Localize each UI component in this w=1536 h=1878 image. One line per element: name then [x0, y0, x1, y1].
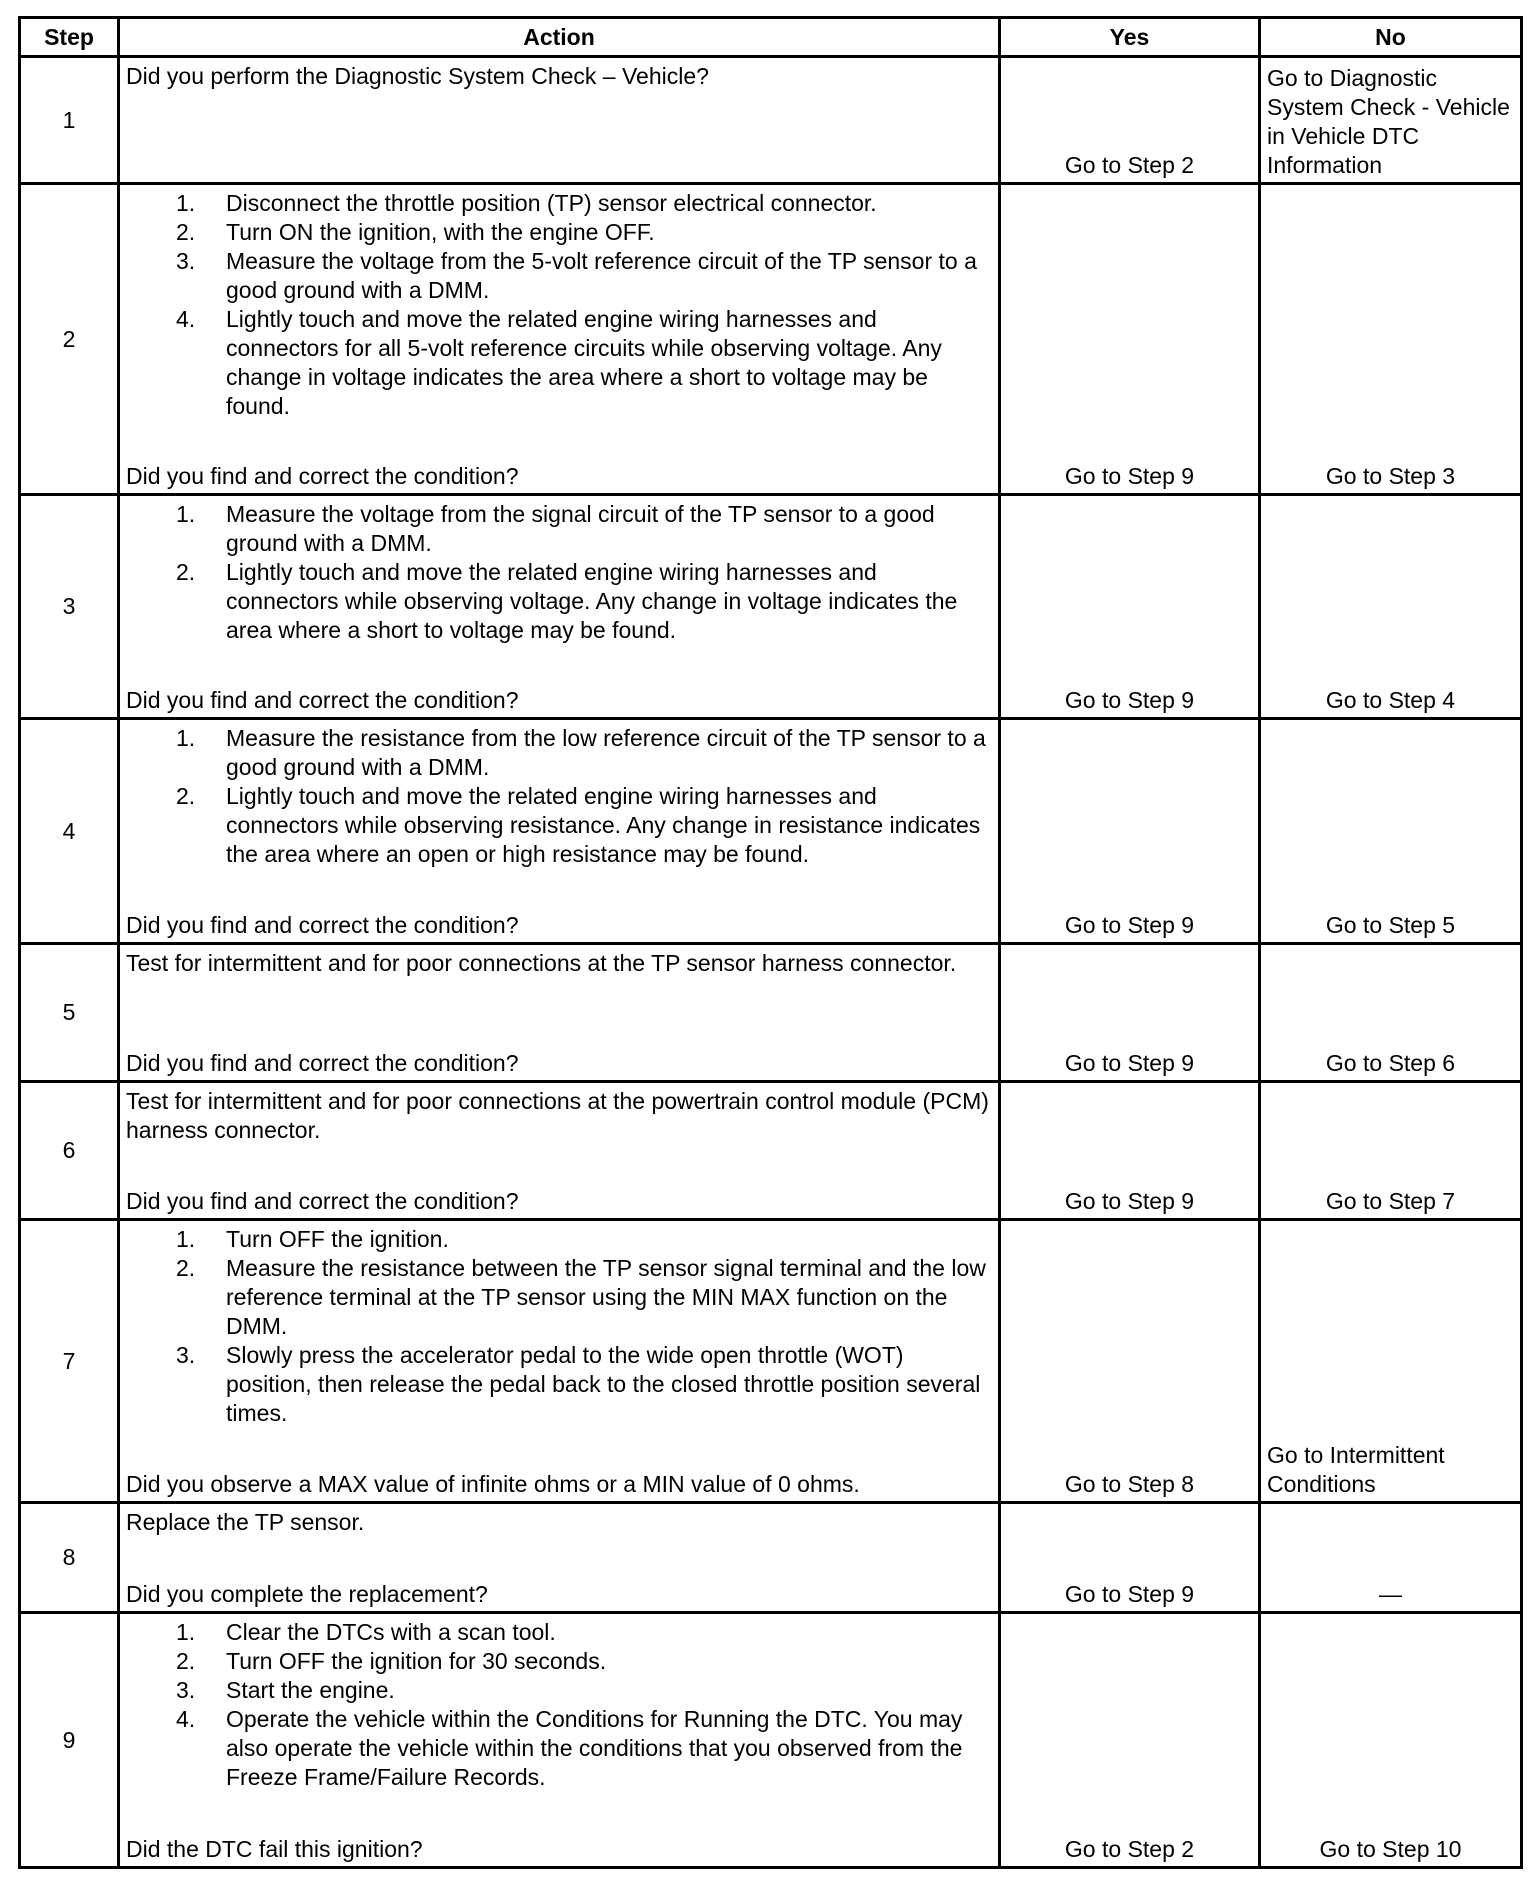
- substep-list: [126, 496, 992, 645]
- substep-text: Measure the voltage from the signal circuit of the TP sensor to a good ground with a DMM.: [226, 501, 935, 556]
- step-number: 6: [20, 1082, 119, 1220]
- action-instruction: Test for intermittent and for poor connections at the TP sensor harness connector.: [126, 950, 957, 976]
- no-result: Go to Step 6: [1260, 944, 1522, 1082]
- header-step: Step: [20, 18, 119, 57]
- step-number: 5: [20, 944, 119, 1082]
- no-result: Go to Step 3: [1260, 184, 1522, 495]
- substep-text: Slowly press the accelerator pedal to the wide open throttle (WOT) position, then release the pedal back to the closed throttle position several times.: [226, 1342, 981, 1426]
- substep-number: 1.: [176, 501, 196, 527]
- table-row: [20, 184, 1522, 495]
- substep-list: [126, 1221, 992, 1428]
- substep-number: 2.: [176, 783, 196, 809]
- table-row: [20, 1613, 1522, 1868]
- action-question: Did you observe a MAX value of infinite ohms or a MIN value of 0 ohms.: [126, 1471, 860, 1497]
- action-instruction: Test for intermittent and for poor connections at the powertrain control module (PCM) harness connector.: [126, 1088, 989, 1143]
- action-instruction: Did you perform the Diagnostic System Check – Vehicle?: [126, 63, 709, 89]
- yes-result: Go to Step 9: [1000, 1082, 1260, 1220]
- action-instruction: Replace the TP sensor.: [126, 1509, 365, 1535]
- substep-number: 1.: [176, 725, 196, 751]
- substep-text: Lightly touch and move the related engine wiring harnesses and connectors while observing resistance. Any change in resistance indicates the area where an open or high resistance may be found.: [226, 783, 981, 867]
- yes-result: Go to Step 9: [1000, 944, 1260, 1082]
- substep-item: [126, 500, 992, 558]
- substep-item: [126, 305, 992, 421]
- substep-text: Measure the resistance between the TP sensor signal terminal and the low reference terminal at the TP sensor using the MIN MAX function on the DMM.: [226, 1255, 986, 1339]
- no-result: Go to Intermittent Conditions: [1260, 1220, 1522, 1503]
- no-result: Go to Step 7: [1260, 1082, 1522, 1220]
- table-row: [20, 719, 1522, 944]
- action-question: Did you find and correct the condition?: [126, 463, 519, 489]
- yes-result: Go to Step 2: [1000, 1613, 1260, 1868]
- substep-item: [126, 1705, 992, 1792]
- yes-result: Go to Step 2: [1000, 57, 1260, 184]
- step-number: 4: [20, 719, 119, 944]
- action-cell: [119, 57, 1000, 184]
- table-row: [20, 1082, 1522, 1220]
- action-question: Did the DTC fail this ignition?: [126, 1836, 423, 1862]
- no-result: Go to Diagnostic System Check - Vehicle in Vehicle DTC Information: [1260, 57, 1522, 184]
- yes-result: Go to Step 9: [1000, 1503, 1260, 1613]
- substep-item: [126, 724, 992, 782]
- substep-item: [126, 1341, 992, 1428]
- table-row: [20, 57, 1522, 184]
- substep-text: Clear the DTCs with a scan tool.: [226, 1619, 556, 1645]
- action-cell: [119, 1503, 1000, 1613]
- substep-list: [126, 720, 992, 869]
- substep-list: [126, 185, 992, 421]
- action-cell: [119, 1220, 1000, 1503]
- header-no: No: [1260, 18, 1522, 57]
- substep-text: Turn ON the ignition, with the engine OFF.: [226, 219, 655, 245]
- substep-list: [126, 1614, 992, 1792]
- substep-number: 2.: [176, 559, 196, 585]
- step-number: 2: [20, 184, 119, 495]
- step-number: 7: [20, 1220, 119, 1503]
- substep-number: 2.: [176, 1255, 196, 1281]
- step-number: 9: [20, 1613, 119, 1868]
- action-cell: [119, 944, 1000, 1082]
- substep-text: Disconnect the throttle position (TP) sensor electrical connector.: [226, 190, 877, 216]
- substep-text: Turn OFF the ignition.: [226, 1226, 449, 1252]
- yes-result: Go to Step 9: [1000, 495, 1260, 719]
- step-number: 1: [20, 57, 119, 184]
- action-question: Did you find and correct the condition?: [126, 912, 519, 938]
- action-question: Did you complete the replacement?: [126, 1581, 488, 1607]
- no-result: Go to Step 4: [1260, 495, 1522, 719]
- substep-number: 3.: [176, 1677, 196, 1703]
- substep-text: Turn OFF the ignition for 30 seconds.: [226, 1648, 607, 1674]
- action-question: Did you find and correct the condition?: [126, 1050, 519, 1076]
- substep-text: Lightly touch and move the related engine wiring harnesses and connectors for all 5-volt reference circuits while observing voltage. Any change in voltage indicates the area where a short to voltage may be found.: [226, 306, 942, 419]
- substep-number: 4.: [176, 1706, 196, 1732]
- substep-text: Measure the voltage from the 5-volt reference circuit of the TP sensor to a good ground with a DMM.: [226, 248, 977, 303]
- step-number: 8: [20, 1503, 119, 1613]
- no-result: —: [1260, 1503, 1522, 1613]
- header-yes: Yes: [1000, 18, 1260, 57]
- substep-number: 1.: [176, 1619, 196, 1645]
- table-row: [20, 944, 1522, 1082]
- substep-item: [126, 1618, 992, 1647]
- substep-item: [126, 558, 992, 645]
- header-action: Action: [119, 18, 1000, 57]
- substep-number: 2.: [176, 1648, 196, 1674]
- substep-item: [126, 1225, 992, 1254]
- substep-text: Lightly touch and move the related engine wiring harnesses and connectors while observing voltage. Any change in voltage indicates the area where a short to voltage may be found.: [226, 559, 958, 643]
- substep-text: Operate the vehicle within the Conditions for Running the DTC. You may also operate the vehicle within the conditions that you observed from the Freeze Frame/Failure Records.: [226, 1706, 963, 1790]
- action-cell: [119, 1082, 1000, 1220]
- action-question: Did you find and correct the condition?: [126, 1188, 519, 1214]
- substep-number: 3.: [176, 248, 196, 274]
- substep-item: [126, 782, 992, 869]
- action-question: Did you find and correct the condition?: [126, 687, 519, 713]
- substep-item: [126, 218, 992, 247]
- substep-text: Start the engine.: [226, 1677, 395, 1703]
- substep-number: 4.: [176, 306, 196, 332]
- substep-item: [126, 1254, 992, 1341]
- substep-item: [126, 1647, 992, 1676]
- substep-number: 1.: [176, 190, 196, 216]
- step-number: 3: [20, 495, 119, 719]
- no-result: Go to Step 5: [1260, 719, 1522, 944]
- substep-item: [126, 189, 992, 218]
- substep-text: Measure the resistance from the low reference circuit of the TP sensor to a good ground with a DMM.: [226, 725, 986, 780]
- substep-item: [126, 247, 992, 305]
- substep-number: 1.: [176, 1226, 196, 1252]
- substep-number: 2.: [176, 219, 196, 245]
- diagnostic-table: [18, 16, 1523, 1869]
- yes-result: Go to Step 9: [1000, 184, 1260, 495]
- table-row: [20, 1220, 1522, 1503]
- action-cell: [119, 719, 1000, 944]
- yes-result: Go to Step 8: [1000, 1220, 1260, 1503]
- action-cell: [119, 495, 1000, 719]
- table-row: [20, 1503, 1522, 1613]
- table-row: [20, 495, 1522, 719]
- no-result: Go to Step 10: [1260, 1613, 1522, 1868]
- action-cell: [119, 1613, 1000, 1868]
- action-cell: [119, 184, 1000, 495]
- substep-item: [126, 1676, 992, 1705]
- substep-number: 3.: [176, 1342, 196, 1368]
- header-row: [20, 18, 1522, 57]
- yes-result: Go to Step 9: [1000, 719, 1260, 944]
